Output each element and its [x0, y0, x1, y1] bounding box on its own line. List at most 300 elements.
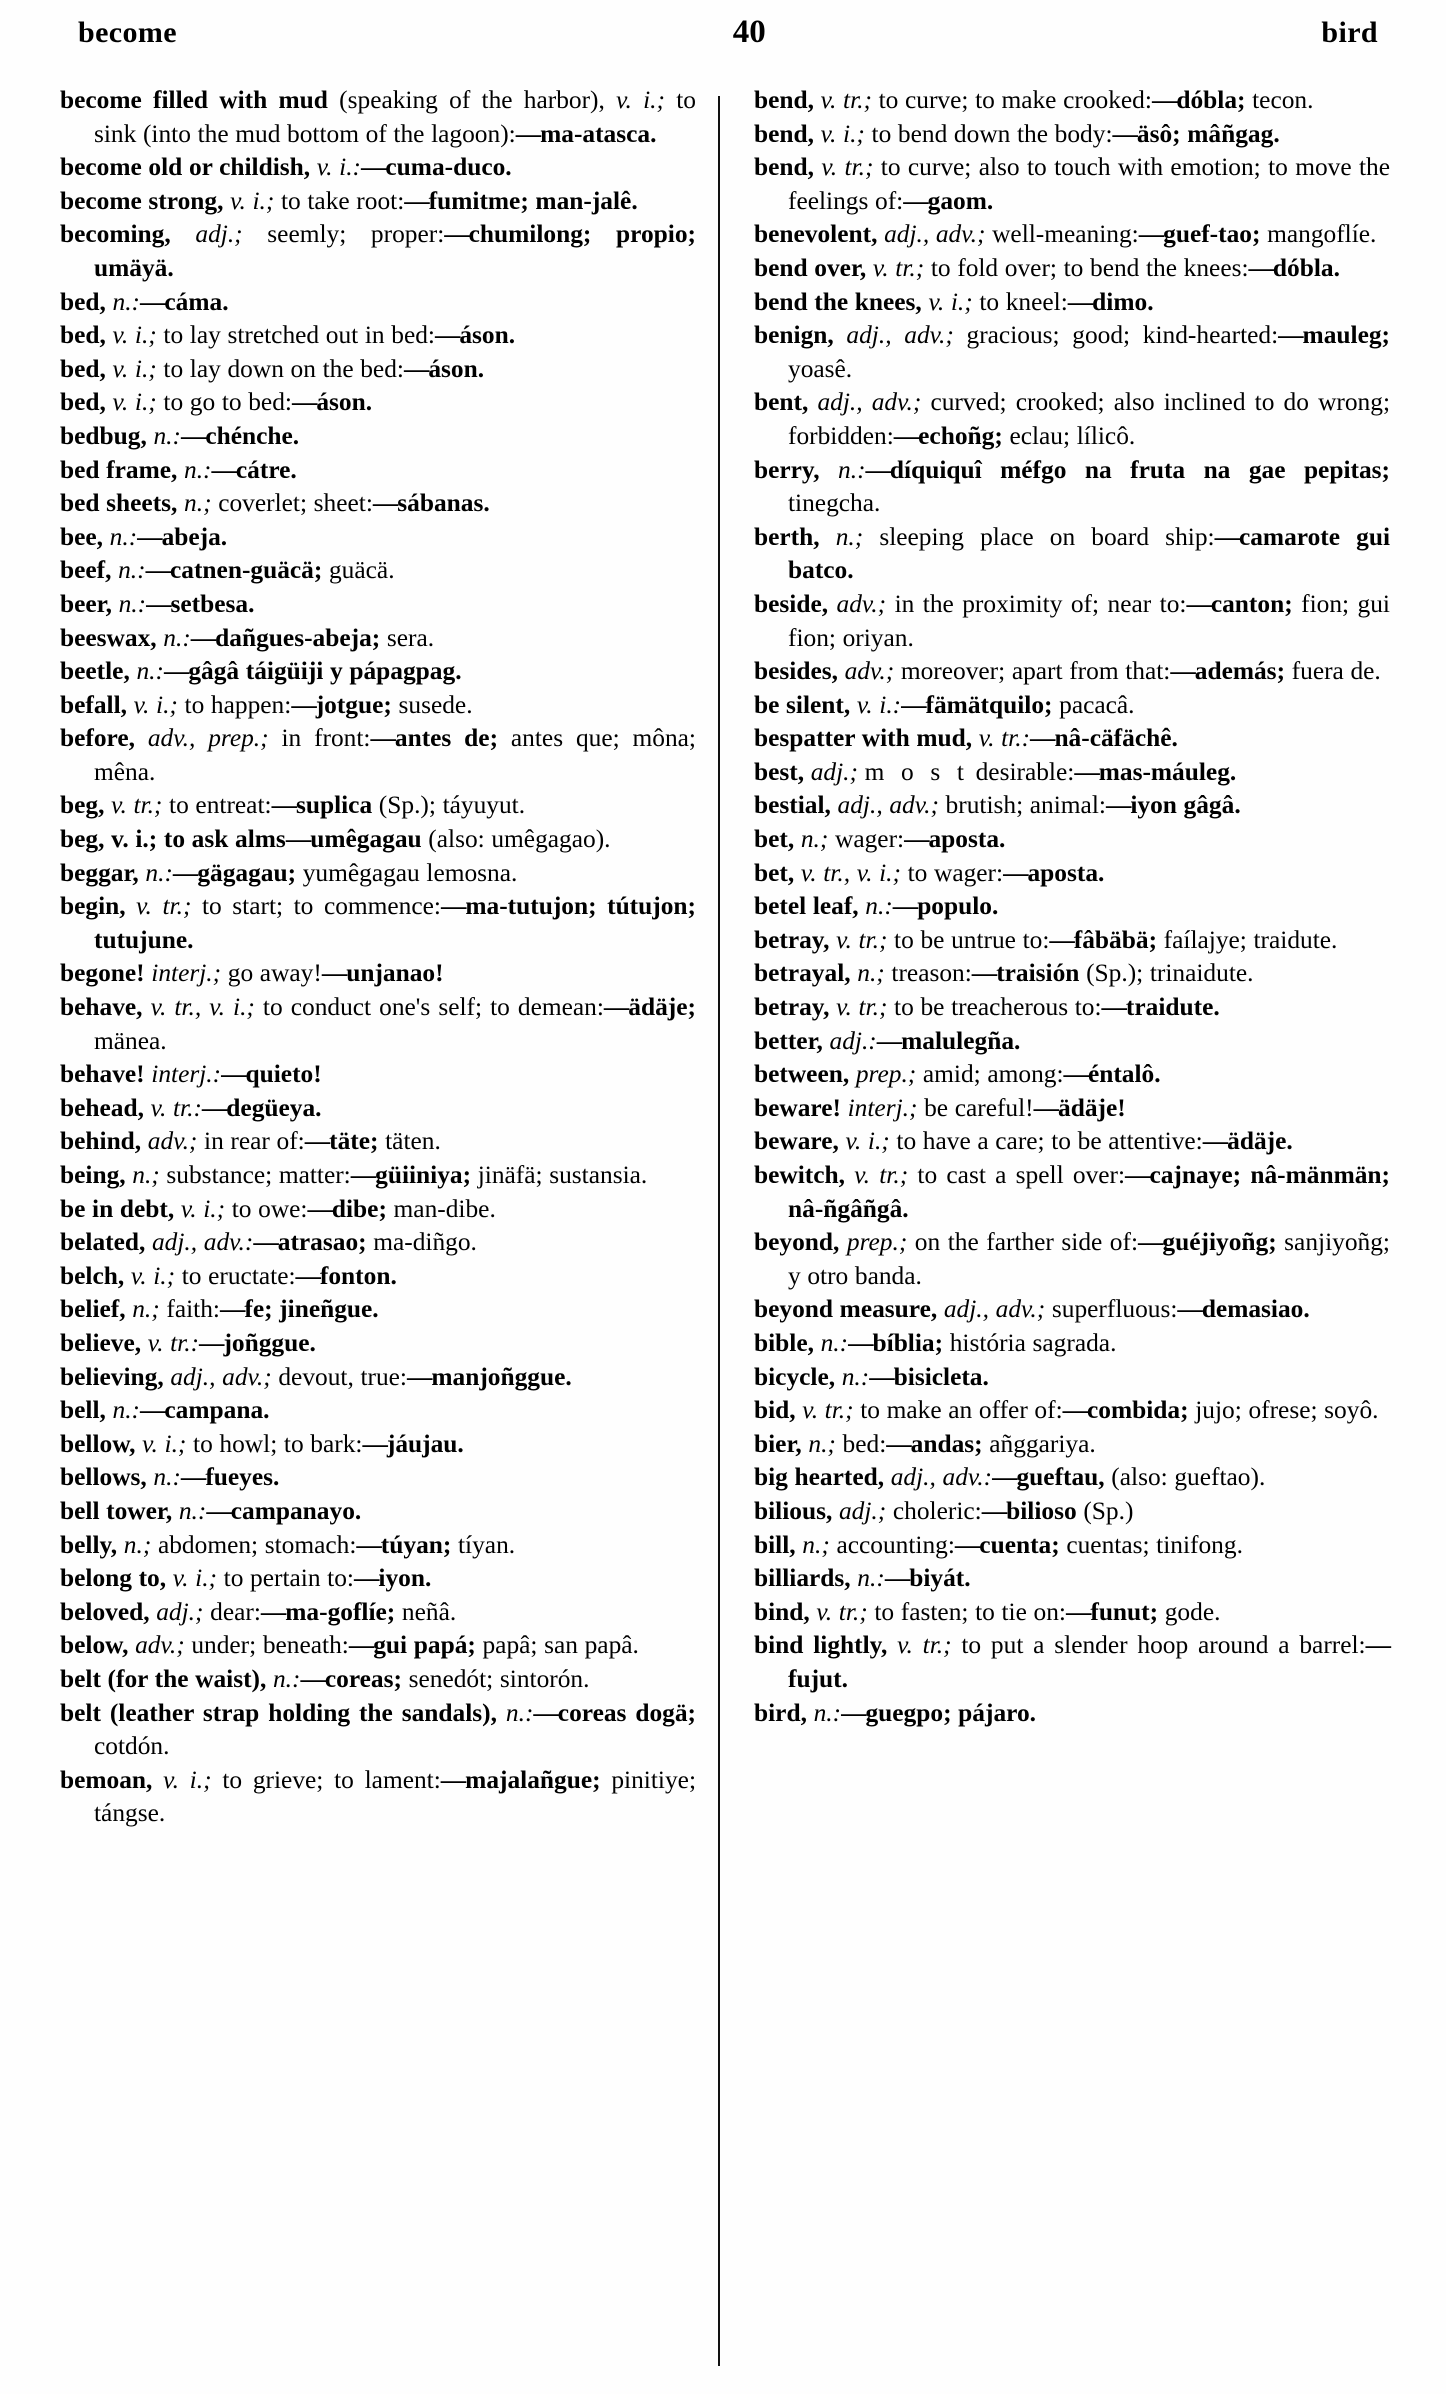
- dictionary-entry: [60, 890, 696, 957]
- entry-gloss: under; beneath:: [184, 1631, 349, 1660]
- dictionary-entry: [60, 1697, 696, 1764]
- entry-part-of-speech: v. i.;: [105, 321, 157, 350]
- entry-equivalent-tail: pinitiye; tángse.: [94, 1765, 696, 1828]
- entry-gloss: to howl; to bark:: [186, 1429, 363, 1458]
- entry-dash: —: [137, 522, 162, 551]
- entry-dash: —: [992, 1463, 1017, 1492]
- entry-gloss: moreover; apart from that:: [894, 657, 1171, 686]
- entry-equivalent: gui papá;: [373, 1631, 476, 1660]
- dictionary-entry: [60, 1663, 696, 1697]
- dictionary-entry: [754, 823, 1390, 857]
- entry-part-of-speech: v. tr.;: [813, 153, 874, 182]
- entry-dash: —: [1202, 1127, 1228, 1156]
- entry-part-of-speech: n.;: [795, 1530, 830, 1559]
- entry-equivalent: äsô; mâñgag.: [1136, 119, 1280, 148]
- entry-headword: befall,: [60, 690, 127, 719]
- entry-dash: —: [180, 1463, 206, 1492]
- entry-dash: —: [1033, 1093, 1059, 1122]
- entry-equivalent-tail: pacacâ.: [1052, 690, 1135, 719]
- entry-dash: —: [163, 657, 189, 686]
- entry-part-of-speech: v. tr.;: [887, 1631, 952, 1660]
- entry-part-of-speech: v. i.;: [166, 1564, 217, 1593]
- entry-equivalent: biyát.: [909, 1564, 971, 1593]
- entry-dash: —: [260, 1597, 286, 1626]
- entry-equivalent-tail: mänea.: [94, 1026, 167, 1055]
- entry-gloss: in rear of:: [197, 1127, 305, 1156]
- entry-dash: —: [304, 1127, 330, 1156]
- entry-dash: —: [372, 489, 398, 518]
- entry-equivalent: dañgues-abeja;: [215, 623, 381, 652]
- entry-dash: —: [841, 1698, 866, 1727]
- entry-gloss: to fold over; to bend the knees:: [924, 253, 1249, 282]
- entry-gloss: to fasten; to tie on:: [867, 1597, 1066, 1626]
- dictionary-entry: [60, 857, 696, 891]
- entry-equivalent: bisicleta.: [893, 1362, 989, 1391]
- entry-headword: beware,: [754, 1127, 839, 1156]
- entry-equivalent-tail: faílajye; traidute.: [1157, 925, 1338, 954]
- entry-headword: bell,: [60, 1396, 106, 1425]
- entry-headword: besides,: [754, 657, 838, 686]
- dictionary-entry: [754, 118, 1390, 152]
- entry-gloss: in the proximity of; near to:: [886, 589, 1187, 618]
- dictionary-entry: [754, 1293, 1390, 1327]
- entry-headword: bee,: [60, 522, 104, 551]
- entry-headword: bemoan,: [60, 1765, 153, 1794]
- entry-equivalent-tail: senedót; sintorón.: [401, 1664, 590, 1693]
- entry-part-of-speech: adj., adv.:: [145, 1228, 254, 1257]
- entry-equivalent-tail: ma-diñgo.: [366, 1228, 477, 1257]
- entry-part-of-speech: v. tr.;: [844, 1161, 909, 1189]
- entry-part-of-speech: n.:: [111, 589, 147, 618]
- dictionary-entry: [60, 655, 696, 689]
- entry-dash: —: [603, 993, 629, 1022]
- running-head-right: bird: [1321, 16, 1378, 49]
- entry-part-of-speech: v. i.:: [310, 153, 362, 182]
- entry-part-of-speech: n.:: [103, 522, 138, 551]
- entry-equivalent-tail: mangoflíe.: [1260, 220, 1377, 249]
- entry-equivalent: setbesa.: [170, 589, 255, 618]
- page-number: 40: [732, 14, 766, 50]
- dictionary-entry: [754, 1058, 1390, 1092]
- entry-equivalent: campana.: [164, 1396, 270, 1425]
- dictionary-entry: [60, 286, 696, 320]
- entry-part-of-speech: v. i.;: [616, 86, 665, 114]
- entry-equivalent: fujut.: [788, 1664, 848, 1693]
- entry-equivalent: fueyes.: [205, 1463, 280, 1492]
- entry-headword: between,: [754, 1060, 850, 1089]
- entry-gloss: to go to bed:: [156, 388, 292, 417]
- entry-part-of-speech: v. tr.;: [104, 791, 163, 820]
- running-head-left: become: [78, 16, 178, 49]
- entry-gloss: to eructate:: [175, 1261, 296, 1290]
- entry-dash: —: [1067, 287, 1093, 316]
- entry-equivalent: guegpo; pájaro.: [865, 1698, 1036, 1727]
- entry-equivalent: áson.: [316, 388, 373, 417]
- entry-equivalent: ma-goflíe;: [285, 1597, 396, 1626]
- entry-dash: —: [1101, 993, 1126, 1022]
- entry-equivalent-tail: sera.: [380, 623, 435, 652]
- entry-gloss: to lay stretched out in bed:: [156, 321, 435, 350]
- dictionary-entry: [754, 689, 1390, 723]
- entry-equivalent: campanayo.: [230, 1496, 362, 1525]
- entry-headword: beeswax,: [60, 623, 157, 652]
- dictionary-entry: [754, 1495, 1390, 1529]
- entry-part-of-speech: v. tr.;: [813, 86, 872, 114]
- dictionary-entry: [60, 622, 696, 656]
- entry-equivalent-tail: tinegcha.: [788, 489, 881, 518]
- entry-equivalent: sábanas.: [397, 489, 490, 518]
- entry-dash: —: [1030, 724, 1055, 753]
- dictionary-entry: [754, 1461, 1390, 1495]
- dictionary-entry: [754, 151, 1390, 218]
- entry-gloss: to lay down on the bed:: [156, 354, 404, 383]
- entry-equivalent: demasiao.: [1201, 1295, 1310, 1324]
- entry-gloss: treason:: [884, 959, 972, 988]
- entry-equivalent: güiiniya;: [375, 1161, 472, 1189]
- entry-headword: belief,: [60, 1295, 126, 1324]
- entry-part-of-speech: n.;: [801, 1429, 836, 1458]
- entry-headword: belch,: [60, 1261, 125, 1290]
- entry-headword: bill,: [754, 1530, 796, 1559]
- dictionary-entry: [754, 890, 1390, 924]
- entry-dash: —: [350, 1161, 376, 1189]
- entry-dash: —: [172, 858, 198, 887]
- dictionary-entry: [60, 185, 696, 219]
- entry-part-of-speech: interj.;: [144, 959, 222, 988]
- entry-dash: —: [404, 186, 429, 215]
- dictionary-entry: [60, 1428, 696, 1462]
- entry-headword: bent,: [754, 388, 809, 417]
- entry-part-of-speech: adv.;: [837, 657, 895, 686]
- entry-part-of-speech: v. tr.;: [795, 1396, 854, 1425]
- dictionary-entry: [754, 252, 1390, 286]
- dictionary-entry: [60, 487, 696, 521]
- entry-equivalent-tail: eclau; lílicô.: [1002, 421, 1136, 450]
- dictionary-entry: [754, 1629, 1390, 1696]
- dictionary-entry: [60, 1260, 696, 1294]
- entry-equivalent: chumilong; propio; umäyä.: [94, 220, 696, 282]
- entry-headword: bed,: [60, 287, 106, 316]
- entry-headword: be in debt,: [60, 1194, 175, 1223]
- entry-dash: —: [901, 690, 926, 719]
- entry-dash: —: [903, 186, 928, 215]
- entry-dash: —: [434, 321, 460, 350]
- entry-gloss: faith:: [159, 1295, 220, 1324]
- dictionary-entry: [754, 1428, 1390, 1462]
- dictionary-entry: [60, 1596, 696, 1630]
- entry-dash: —: [199, 1328, 224, 1357]
- entry-gloss: to take root:: [274, 186, 405, 215]
- entry-gloss: to curve; to make crooked:: [871, 86, 1152, 114]
- entry-part-of-speech: n.:: [813, 1328, 849, 1357]
- entry-dash: —: [253, 1228, 278, 1257]
- entry-part-of-speech: v. i.;: [105, 354, 157, 383]
- entry-dash: —: [1214, 522, 1239, 551]
- entry-headword: bend,: [754, 153, 814, 182]
- entry-part-of-speech: v. tr.:: [141, 1328, 200, 1357]
- entry-part-of-speech: adv., prep.;: [134, 724, 269, 753]
- entry-headword: betrayal,: [754, 959, 851, 988]
- entry-equivalent: ädäje;: [628, 993, 696, 1022]
- dictionary-entry: [60, 1361, 696, 1395]
- entry-part-of-speech: n.:: [172, 1496, 207, 1525]
- entry-gloss: desirable:: [968, 757, 1075, 786]
- entry-part-of-speech: v. i.;: [105, 388, 157, 417]
- entry-part-of-speech: n.;: [117, 1530, 152, 1559]
- entry-equivalent-tail: (also: umêgagao).: [421, 825, 611, 854]
- entry-headword: better,: [754, 1026, 823, 1055]
- entry-headword: being,: [60, 1161, 126, 1189]
- entry-equivalent: áson.: [459, 321, 516, 350]
- entry-part-of-speech: v. tr., v. i.;: [142, 993, 255, 1022]
- dictionary-entry: [754, 1327, 1390, 1361]
- entry-equivalent: aposta.: [928, 825, 1006, 854]
- dictionary-entry: [60, 1529, 696, 1563]
- entry-gloss: to bend down the body:: [864, 119, 1113, 148]
- dictionary-entry: [754, 1394, 1390, 1428]
- dictionary-entry: [60, 521, 696, 555]
- entry-headword: bellows,: [60, 1463, 147, 1492]
- entry-headword: believe,: [60, 1328, 142, 1357]
- entry-equivalent: abeja.: [161, 522, 228, 551]
- entry-headword: beggar,: [60, 858, 139, 887]
- entry-equivalent: chénche.: [205, 421, 300, 450]
- entry-headword: bend,: [754, 119, 814, 148]
- entry-headword: beetle,: [60, 657, 130, 686]
- entry-part-of-speech: n.:: [819, 455, 866, 484]
- entry-gloss: wager:: [828, 825, 905, 854]
- entry-dash: —: [295, 1261, 320, 1290]
- entry-dash: —: [904, 825, 929, 854]
- entry-headword: bilious,: [754, 1496, 833, 1525]
- entry-equivalent-tail: susede.: [391, 690, 473, 719]
- dictionary-entry: [60, 1293, 696, 1327]
- entry-dash: —: [190, 623, 216, 652]
- entry-gloss: abdomen; stomach:: [151, 1530, 357, 1559]
- entry-headword: begone!: [60, 959, 145, 988]
- entry-equivalent-tail: gode.: [1158, 1597, 1221, 1626]
- entry-equivalent-tail: guäcä.: [322, 556, 395, 585]
- entry-equivalent: gägagau;: [197, 858, 297, 887]
- entry-equivalent: gueftau,: [1016, 1463, 1105, 1492]
- dictionary-entry: [60, 218, 696, 285]
- entry-part-of-speech: v. i.;: [813, 119, 865, 148]
- entry-dash: —: [211, 455, 236, 484]
- entry-equivalent-tail: história sagrada.: [943, 1328, 1117, 1357]
- entry-headword: becoming,: [60, 220, 171, 249]
- entry-gloss: bed:: [835, 1429, 887, 1458]
- dictionary-entry: [754, 386, 1390, 453]
- entry-part-of-speech: n.:: [105, 1396, 141, 1425]
- entry-part-of-speech: adj., adv.;: [877, 220, 986, 249]
- entry-gloss: to start; to commence:: [191, 892, 441, 921]
- entry-part-of-speech: n.:: [858, 892, 893, 921]
- entry-equivalent: coreas dogä;: [557, 1698, 696, 1727]
- entry-equivalent: ma-tutujon; tútujon; tutujune.: [94, 892, 696, 954]
- running-head: [78, 14, 1378, 60]
- entry-headword: beyond measure,: [754, 1295, 938, 1324]
- entry-headword: berry,: [754, 455, 820, 484]
- entry-equivalent-tail: añggariya.: [982, 1429, 1096, 1458]
- dictionary-entry: [754, 1697, 1390, 1731]
- entry-dash: —: [321, 959, 347, 988]
- dictionary-entry: [60, 823, 696, 857]
- entry-gloss: in front:: [268, 724, 371, 753]
- entry-equivalent: umêgagau: [310, 825, 422, 854]
- entry-equivalent-tail: cotdón.: [94, 1732, 170, 1761]
- entry-part-of-speech: prep.;: [839, 1228, 908, 1257]
- entry-part-of-speech: prep.;: [849, 1060, 917, 1089]
- dictionary-entry: [754, 1226, 1390, 1293]
- entry-headword: bird,: [754, 1698, 807, 1727]
- entry-equivalent: cajnaye; nâ-mänmän; nâ-ñgâñgâ.: [788, 1161, 1391, 1223]
- entry-part-of-speech: v. tr.;: [829, 925, 888, 954]
- entry-equivalent: jotgue;: [315, 690, 392, 719]
- entry-headword: bend over,: [754, 253, 867, 282]
- entry-part-of-speech: v. i.;: [223, 186, 275, 215]
- entry-headword: beg, v. i.; to ask alms: [60, 825, 286, 854]
- entry-gloss: superfluous:: [1045, 1295, 1178, 1324]
- dictionary-entry: [754, 1159, 1390, 1226]
- right-column: [754, 84, 1390, 2374]
- dictionary-entry: [754, 924, 1390, 958]
- entry-gloss-spaced: m o s t: [864, 757, 969, 786]
- entry-gloss: go away!: [221, 959, 322, 988]
- entry-dash: —: [1063, 1060, 1088, 1089]
- dictionary-entry: [60, 353, 696, 387]
- entry-dash: —: [201, 1093, 227, 1122]
- dictionary-entry: [754, 588, 1390, 655]
- entry-headword: belt (leather strap holding the sandals),: [60, 1698, 497, 1727]
- dictionary-entry: [60, 722, 696, 789]
- entry-dash: —: [869, 1362, 894, 1391]
- entry-dash: —: [221, 1060, 246, 1089]
- entry-headword: bet,: [754, 858, 795, 887]
- entry-gloss: be careful!: [917, 1093, 1034, 1122]
- entry-headword: bed,: [60, 388, 106, 417]
- entry-headword: behave,: [60, 993, 143, 1022]
- entry-gloss: [858, 758, 865, 786]
- two-column-body: [60, 84, 1390, 2374]
- entry-part-of-speech: v. tr.;: [809, 1597, 868, 1626]
- dictionary-entry: [754, 991, 1390, 1025]
- entry-equivalent: guéjiyoñg;: [1162, 1228, 1277, 1257]
- dictionary-entry: [60, 689, 696, 723]
- entry-dash: —: [884, 1564, 910, 1593]
- entry-equivalent: camarote gui batco.: [788, 522, 1390, 585]
- entry-equivalent: traisión: [996, 959, 1080, 988]
- dictionary-entry: [60, 1495, 696, 1529]
- entry-gloss: gracious; good; kind-hearted:: [953, 321, 1279, 350]
- dictionary-entry: [754, 957, 1390, 991]
- entry-part-of-speech: interj.:: [144, 1060, 222, 1089]
- entry-dash: —: [291, 690, 316, 719]
- entry-part-of-speech: adj.;: [170, 220, 243, 249]
- dictionary-entry: [60, 1092, 696, 1126]
- entry-headword: bewitch,: [754, 1161, 845, 1189]
- entry-equivalent: malulegña.: [901, 1026, 1021, 1055]
- entry-equivalent: echoñg;: [918, 421, 1003, 450]
- entry-part-of-speech: v. tr.:: [972, 724, 1031, 753]
- entry-equivalent-tail: fion; gui fion; oriyan.: [788, 589, 1390, 652]
- entry-headword: below,: [60, 1631, 129, 1660]
- entry-dash: —: [981, 1496, 1007, 1525]
- entry-parenthetical: (speaking of the harbor),: [327, 86, 617, 114]
- entry-headword: benign,: [754, 321, 834, 350]
- entry-equivalent: cuma-duco.: [385, 153, 512, 182]
- entry-headword: bend the knees,: [754, 287, 922, 316]
- entry-dash: —: [206, 1496, 231, 1525]
- entry-headword: bier,: [754, 1429, 802, 1458]
- dictionary-entry: [60, 454, 696, 488]
- entry-equivalent: suplica: [295, 791, 373, 820]
- entry-dash: —: [444, 220, 469, 249]
- dictionary-entry: [754, 722, 1390, 756]
- entry-dash: —: [886, 1429, 911, 1458]
- entry-headword: beyond,: [754, 1228, 840, 1257]
- entry-headword: bible,: [754, 1328, 814, 1357]
- entry-dash: —: [370, 724, 395, 753]
- entry-equivalent-tail: cuentas; tinifong.: [1059, 1530, 1243, 1559]
- entry-headword: beer,: [60, 589, 112, 618]
- entry-headword: bestial,: [754, 791, 831, 820]
- entry-part-of-speech: n.:: [146, 1463, 181, 1492]
- entry-gloss: to conduct one's self; to demean:: [254, 993, 604, 1022]
- dictionary-entry: [60, 1629, 696, 1663]
- entry-equivalent: iyon.: [378, 1564, 432, 1593]
- entry-part-of-speech: interj.;: [840, 1093, 918, 1122]
- entry-headword: become strong,: [60, 186, 224, 215]
- dictionary-entry: [754, 454, 1390, 521]
- entry-dash: —: [1138, 1228, 1163, 1257]
- dictionary-entry: [754, 1025, 1390, 1059]
- entry-part-of-speech: n.;: [125, 1161, 160, 1189]
- entry-gloss: to grieve; to lament:: [211, 1765, 441, 1794]
- dictionary-entry: [754, 1125, 1390, 1159]
- entry-equivalent-tail: tíyan.: [451, 1530, 516, 1559]
- entry-headword: benevolent,: [754, 220, 878, 249]
- entry-dash: —: [1248, 253, 1273, 282]
- entry-headword: begin,: [60, 892, 126, 921]
- entry-dash: —: [1170, 657, 1195, 686]
- entry-dash: —: [533, 1698, 558, 1727]
- entry-headword: become old or childish,: [60, 153, 311, 182]
- entry-equivalent: fumitme; man-jalê.: [428, 186, 638, 215]
- dictionary-entry: [754, 521, 1390, 588]
- entry-gloss: coverlet; sheet:: [211, 489, 373, 518]
- entry-gloss: to be treacherous to:: [887, 993, 1102, 1022]
- entry-equivalent: ma-atasca.: [540, 119, 657, 148]
- entry-dash: —: [1278, 321, 1303, 350]
- entry-equivalent: mauleg;: [1302, 321, 1390, 350]
- entry-part-of-speech: n.:: [266, 1664, 301, 1693]
- entry-dash: —: [954, 1530, 980, 1559]
- entry-part-of-speech: v. i.;: [838, 1127, 890, 1156]
- entry-part-of-speech: v. tr.;: [866, 253, 925, 282]
- entry-part-of-speech: v. tr., v. i.;: [794, 858, 901, 887]
- entry-headword: believing,: [60, 1362, 164, 1391]
- entry-dash: —: [354, 1564, 379, 1593]
- dictionary-entry: [60, 1562, 696, 1596]
- entry-part-of-speech: n.:: [111, 556, 146, 585]
- entry-dash: —: [1065, 1597, 1091, 1626]
- entry-gloss: to owe:: [225, 1194, 308, 1223]
- entry-part-of-speech: n.:: [177, 455, 212, 484]
- entry-dash: —: [1062, 1396, 1088, 1425]
- entry-headword: billiards,: [754, 1564, 851, 1593]
- entry-dash: —: [1112, 119, 1137, 148]
- entry-gloss: to curve; also to touch with emotion; to move the feelings of:: [788, 153, 1391, 215]
